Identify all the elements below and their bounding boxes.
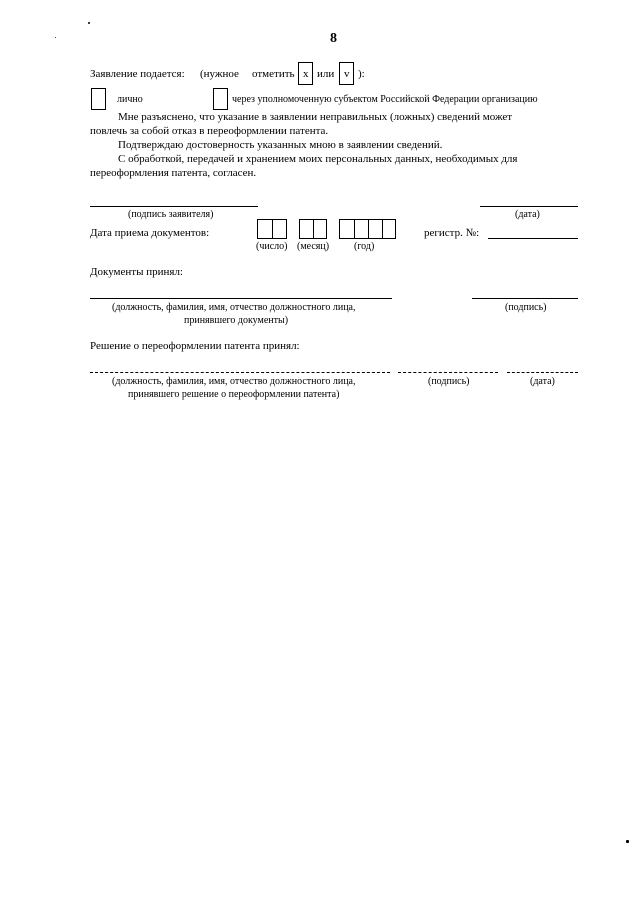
applicant-signature-caption: (подпись заявителя)	[128, 209, 214, 220]
month-caption: (месяц)	[297, 241, 330, 252]
applicant-date-line[interactable]	[480, 206, 578, 207]
deciding-date-line[interactable]	[507, 372, 578, 373]
page-number: 8	[330, 31, 337, 46]
submission-mark: отметить	[252, 68, 295, 80]
applicant-signature-line[interactable]	[90, 206, 258, 207]
personal-checkbox[interactable]	[91, 88, 106, 110]
org-checkbox[interactable]	[213, 88, 228, 110]
day-field[interactable]	[257, 219, 287, 239]
deciding-date-caption: (дата)	[530, 376, 555, 387]
applicant-date-caption: (дата)	[515, 209, 540, 220]
deciding-signature-caption: (подпись)	[428, 376, 470, 387]
accepting-signature-caption: (подпись)	[505, 302, 547, 313]
deciding-official-caption-1: (должность, фамилия, имя, отчество должностного лица,	[112, 376, 356, 387]
submission-or: или	[317, 68, 335, 80]
month-field[interactable]	[299, 219, 327, 239]
decision-label: Решение о переоформлении патента принял:	[90, 340, 300, 352]
year-field[interactable]	[339, 219, 396, 239]
statement-false-info-rest: повлечь за собой отказ в переоформлении патента.	[90, 125, 329, 137]
registration-label: регистр. №:	[424, 227, 480, 239]
submission-close: ):	[358, 68, 365, 80]
v-mark-box	[339, 62, 354, 85]
accepting-signature-line[interactable]	[472, 298, 578, 299]
accepting-official-caption-2: принявшего документы)	[184, 315, 289, 326]
accepting-official-line[interactable]	[90, 298, 392, 299]
statement-confirm	[90, 138, 579, 152]
statement-consent-rest: переоформления патента, согласен.	[90, 167, 257, 179]
scan-speck	[55, 37, 56, 38]
deciding-official-caption-2: принявшего решение о переоформлении патента)	[128, 389, 340, 400]
submission-needed: (нужное	[200, 68, 239, 80]
statement-confirm-text: Подтверждаю достоверность указанных мною в заявлении сведений.	[118, 139, 443, 151]
year-caption: (год)	[354, 241, 375, 252]
statement-false-info	[90, 110, 579, 138]
accepting-official-caption-1: (должность, фамилия, имя, отчество должностного лица,	[112, 302, 356, 313]
scan-speck	[626, 840, 629, 843]
x-mark: x	[303, 68, 309, 80]
statement-consent-first: С обработкой, передачей и хранением моих персональных данных, необходимых для	[118, 153, 518, 165]
option-org: через уполномоченную субъектом Российской Федерации организацию	[232, 94, 538, 105]
deciding-official-line[interactable]	[90, 372, 390, 373]
option-personal: лично	[117, 94, 143, 105]
deciding-signature-line[interactable]	[398, 372, 498, 373]
receipt-date-label: Дата приема документов:	[90, 227, 210, 239]
day-caption: (число)	[256, 241, 288, 252]
statement-false-info-first: Мне разъяснено, что указание в заявлении неправильных (ложных) сведений может	[118, 111, 513, 123]
v-mark: v	[344, 68, 350, 80]
statement-consent	[90, 152, 579, 180]
scan-speck	[88, 22, 90, 24]
x-mark-box	[298, 62, 313, 85]
documents-accepted-label: Документы принял:	[90, 266, 183, 278]
registration-number-line[interactable]	[488, 238, 578, 239]
submission-label: Заявление подается:	[90, 68, 185, 80]
